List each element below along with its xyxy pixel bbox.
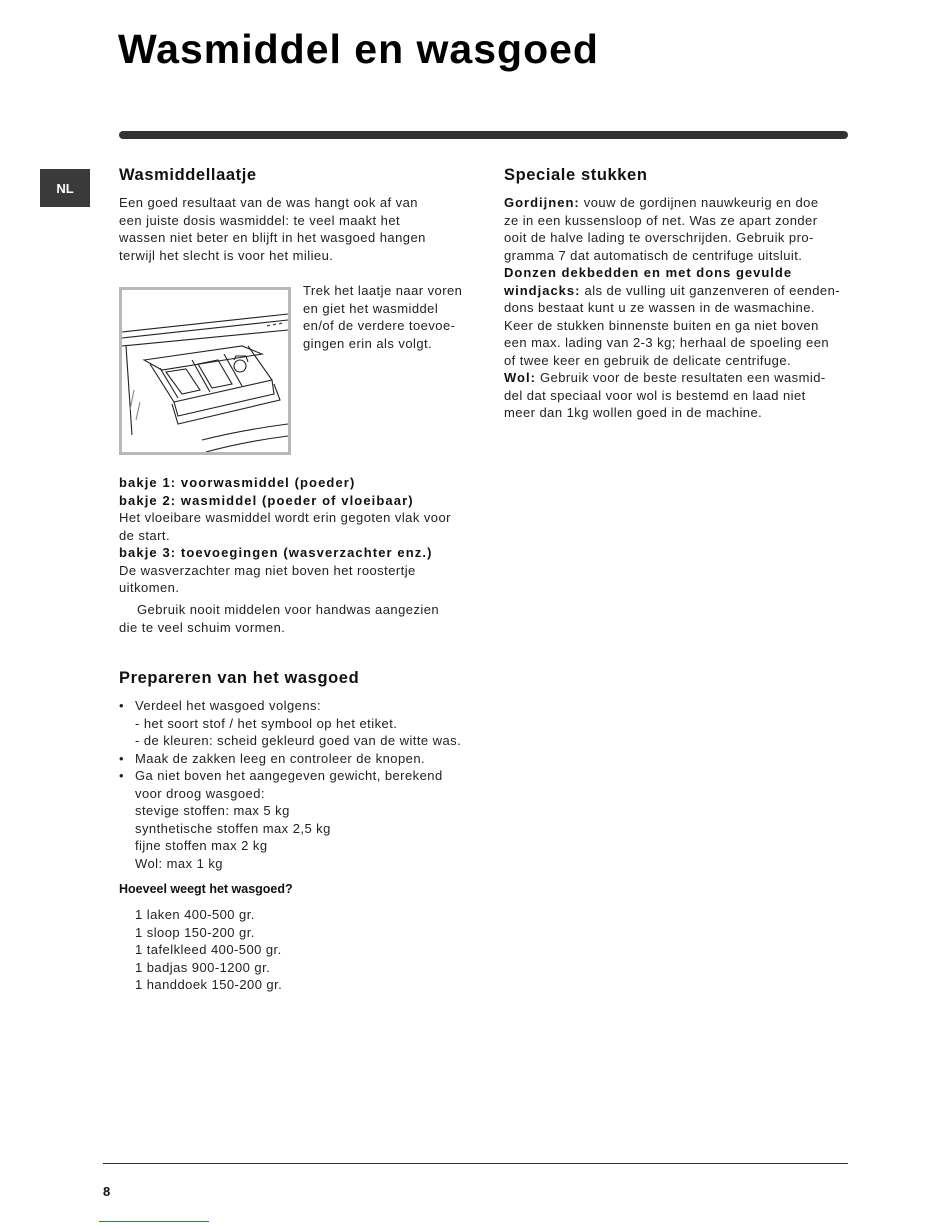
footer-link-underline (99, 1221, 209, 1222)
text-line: vouw de gordijnen nauwkeurig en doe (583, 195, 819, 210)
text-line: Keer de stukken binnenste buiten en ga niet boven (504, 317, 819, 333)
text-line: del dat speciaal voor wol is bestemd en laad niet (504, 387, 806, 403)
prepare-laundry-list (119, 697, 461, 872)
text-line: en/of de verdere toevoe- (303, 318, 456, 333)
text-line: • Maak de zakken leeg en controleer de knopen. (135, 750, 426, 766)
compartment-2-label: bakje 2: wasmiddel (poeder of vloeibaar) (119, 492, 414, 508)
list-item (119, 767, 461, 872)
text-line: of twee keer en gebruik de delicate centrifuge. (504, 352, 792, 368)
footer-divider (103, 1163, 848, 1164)
list-item: 1 sloop 150-200 gr. (135, 924, 255, 940)
text-line: • Verdeel het wasgoed volgens: (135, 698, 322, 713)
text-line: die te veel schuim vormen. (119, 619, 286, 635)
text-line: een max. lading van 2-3 kg; herhaal de spoeling een (504, 335, 830, 350)
section-heading-special-items: Speciale stukken (504, 166, 648, 184)
detergent-intro-paragraph (119, 194, 426, 264)
page-title: Wasmiddel en wasgoed (118, 26, 599, 72)
list-item (119, 750, 461, 768)
section-heading-detergent-drawer: Wasmiddellaatje (119, 166, 257, 184)
page-number: 8 (103, 1184, 111, 1199)
compartment-1-label: bakje 1: voorwasmiddel (poeder) (119, 475, 356, 490)
text-line: Trek het laatje naar voren (303, 283, 463, 298)
text-line: ze in een kussensloop of net. Was ze apart zonder (504, 212, 818, 228)
wool-label: Wol: (504, 370, 536, 385)
list-item: 1 tafelkleed 400-500 gr. (135, 942, 282, 957)
compartments-list (119, 474, 451, 597)
text-line: dons bestaat kunt u ze wassen in de wasmachine. (504, 300, 815, 315)
detergent-drawer-illustration (119, 287, 291, 455)
special-items-paragraph (504, 194, 840, 422)
handwash-warning (119, 601, 439, 636)
language-tab: NL (40, 169, 90, 207)
text-line: Een goed resultaat van de was hangt ook af van (119, 195, 418, 210)
text-line: als de vulling uit ganzenveren of eenden- (584, 282, 841, 298)
text-line: gramma 7 dat automatisch de centrifuge uitsluit. (504, 247, 803, 263)
title-divider (119, 131, 848, 139)
text-line: fijne stoffen max 2 kg (135, 838, 268, 853)
curtains-label: Gordijnen: (504, 195, 580, 210)
text-line: voor droog wasgoed: (135, 785, 265, 801)
list-item: 1 laken 400-500 gr. (135, 907, 255, 922)
down-label: Donzen dekbedden en met dons gevulde (504, 265, 793, 280)
text-line: terwijl het slecht is voor het milieu. (119, 247, 334, 263)
text-line: wassen niet beter en blijft in het wasgoed hangen (119, 230, 426, 245)
text-line: • Ga niet boven het aangegeven gewicht, berekend (135, 768, 443, 783)
text-line: De wasverzachter mag niet boven het roostertje (119, 562, 416, 578)
list-item: 1 handdoek 150-200 gr. (135, 977, 283, 992)
section-heading-prepare-laundry: Prepareren van het wasgoed (119, 669, 360, 687)
list-item (119, 697, 461, 750)
text-line: stevige stoffen: max 5 kg (135, 803, 290, 818)
text-line: gingen erin als volgt. (303, 335, 433, 351)
list-item: 1 badjas 900-1200 gr. (135, 959, 271, 975)
text-line: synthetische stoffen max 2,5 kg (135, 820, 331, 836)
weights-list (119, 906, 282, 994)
drawer-drawing (122, 290, 288, 452)
text-line: Gebruik voor de beste resultaten een wasmid- (539, 370, 826, 385)
text-line: meer dan 1kg wollen goed in de machine. (504, 405, 763, 420)
text-line: ooit de halve lading te overschrijden. Gebruik pro- (504, 230, 814, 245)
text-line: en giet het wasmiddel (303, 300, 439, 316)
text-line: een juiste dosis wasmiddel: te veel maakt het (119, 212, 401, 228)
down-label-cont: windjacks: (504, 282, 581, 298)
text-line: uitkomen. (119, 580, 180, 595)
text-line: - de kleuren: scheid gekleurd goed van de witte was. (135, 733, 462, 748)
text-line: Het vloeibare wasmiddel wordt erin gegoten vlak voor (119, 510, 451, 525)
text-line: de start. (119, 527, 171, 543)
compartment-3-label: bakje 3: toevoegingen (wasverzachter enz.) (119, 545, 433, 560)
text-line: Wol: max 1 kg (135, 855, 223, 871)
text-line: - het soort stof / het symbool op het etiket. (135, 715, 398, 731)
text-line: Gebruik nooit middelen voor handwas aangezien (137, 602, 440, 617)
drawer-caption (303, 282, 462, 352)
weights-heading: Hoeveel weegt het wasgoed? (119, 882, 293, 896)
